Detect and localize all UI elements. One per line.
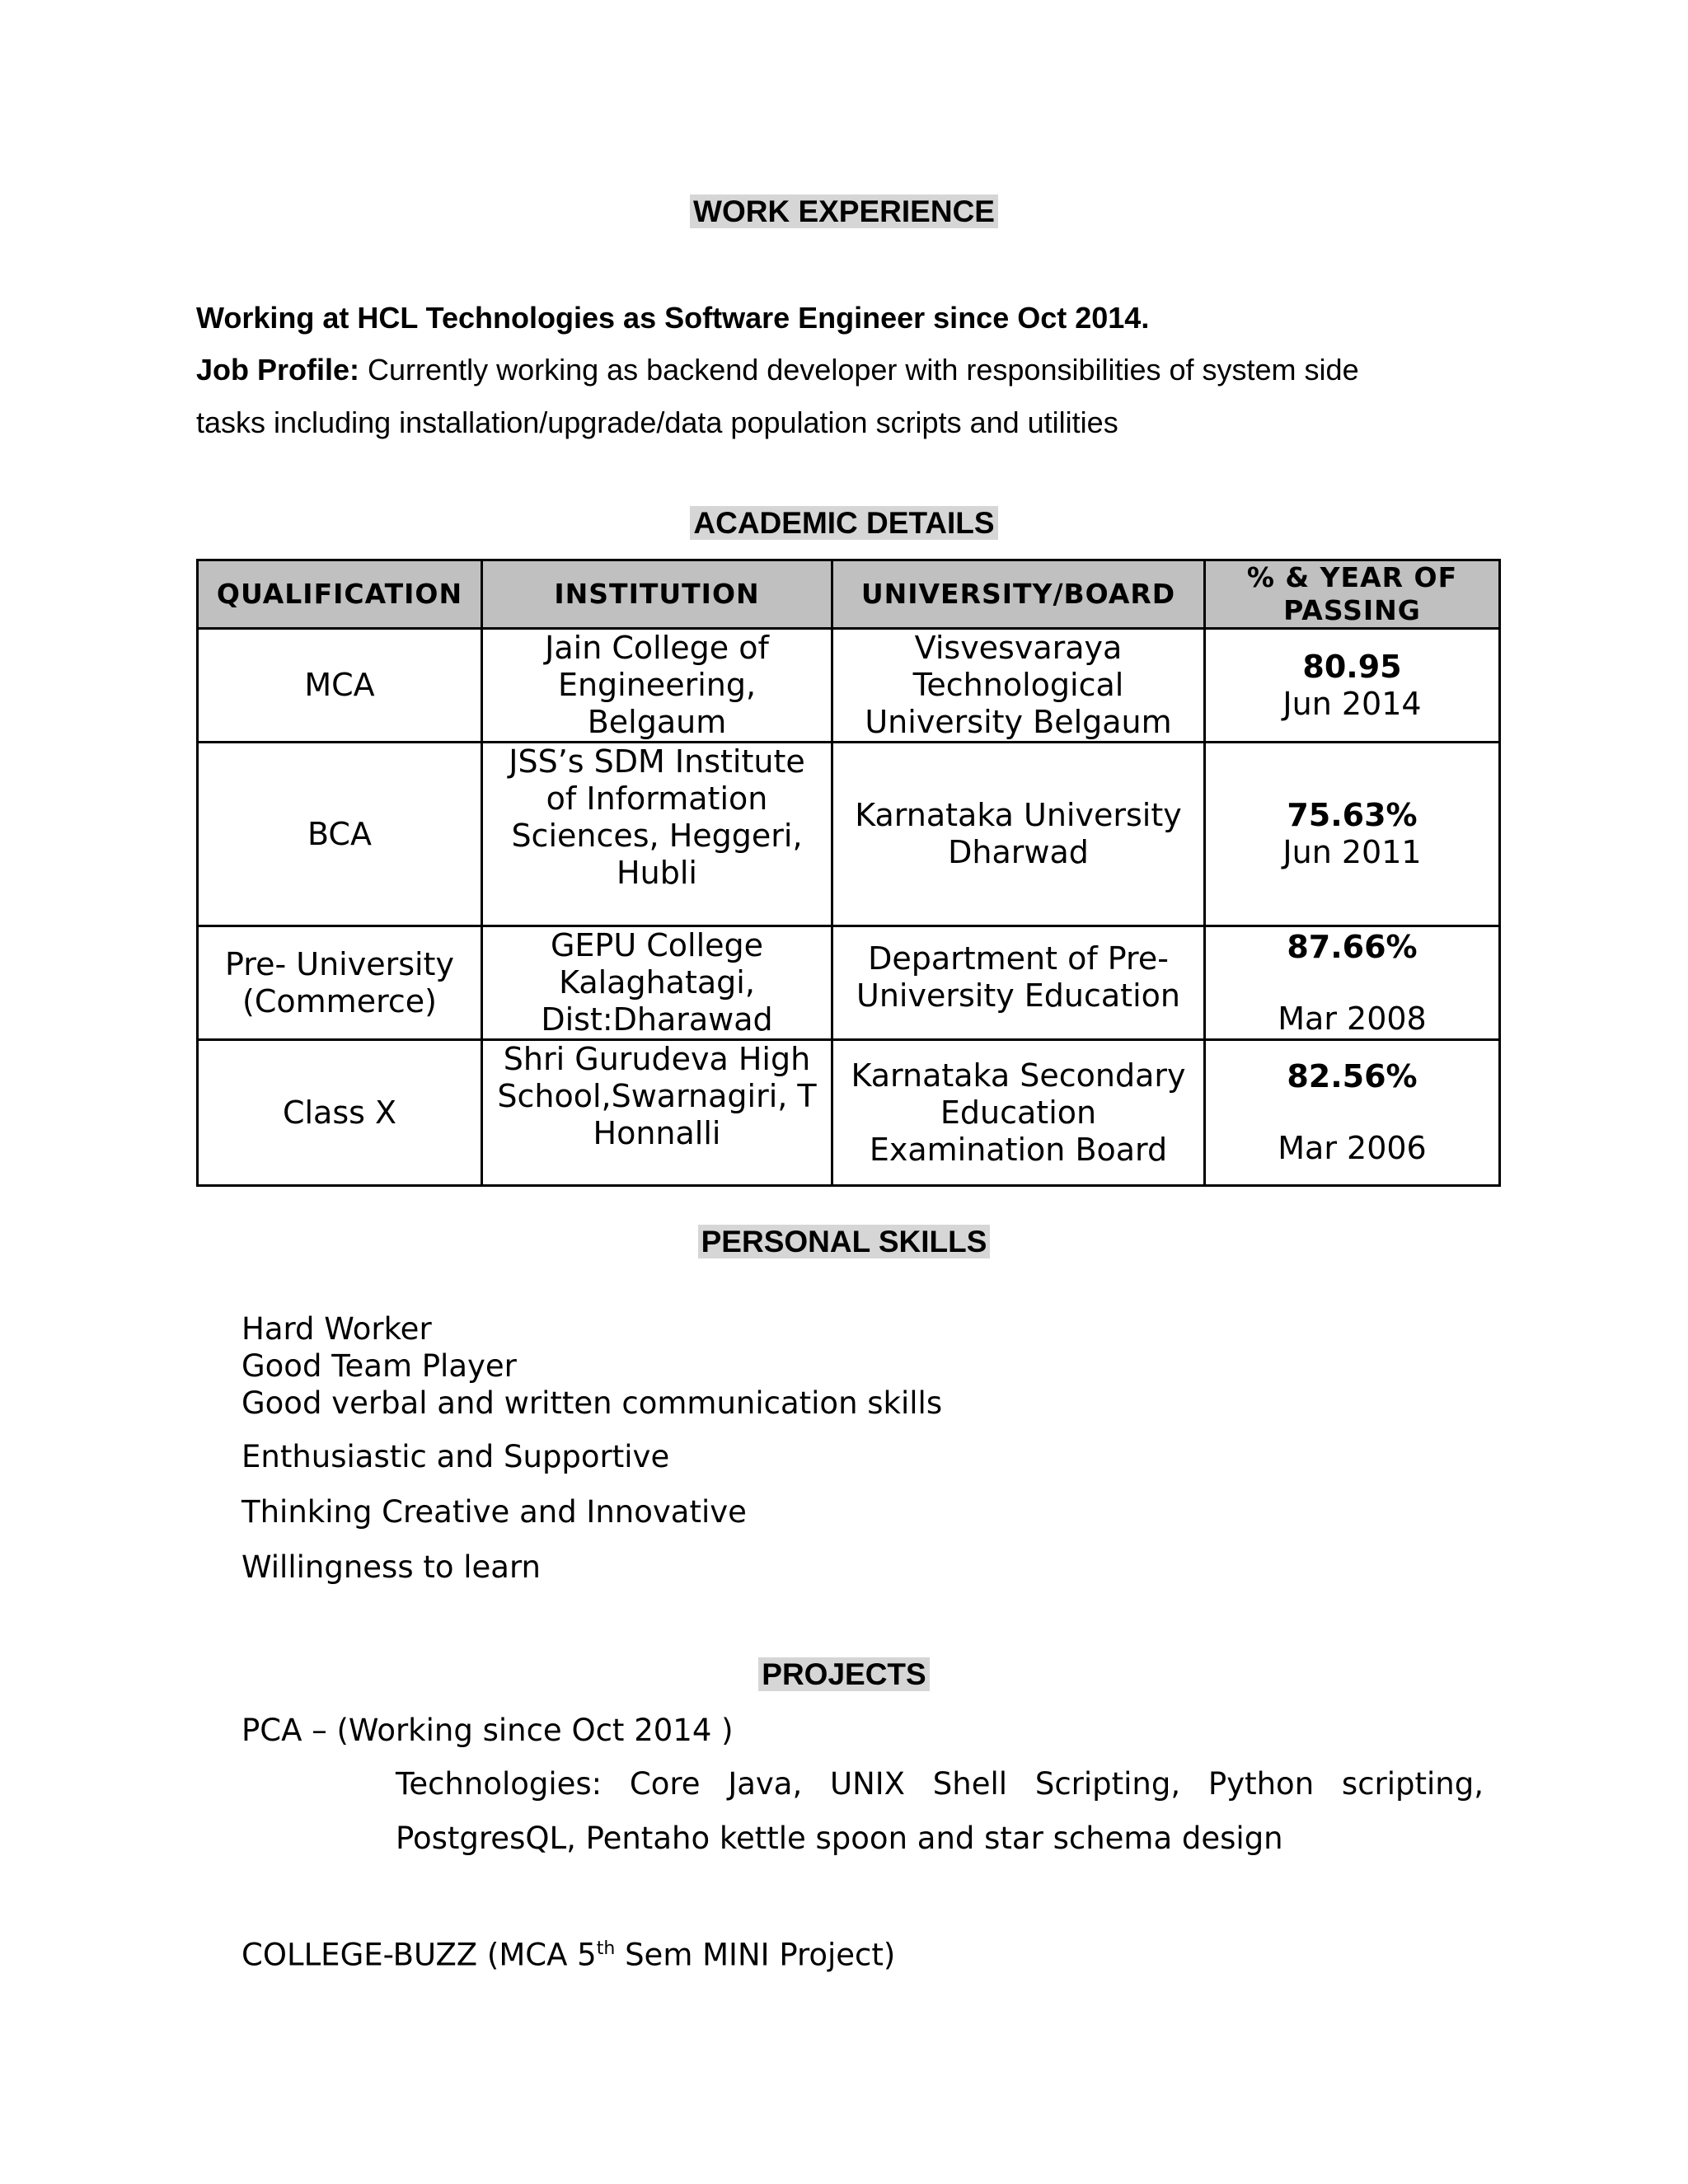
percent-year-cell xyxy=(1205,926,1500,1040)
project-college-buzz-name: COLLEGE-BUZZ (MCA 5th Sem MINI Project) xyxy=(241,1937,896,1973)
skill-item: Thinking Creative and Innovative xyxy=(241,1494,747,1530)
institution-cell: Jain College of Engineering, Belgaum xyxy=(482,629,832,743)
institution-cell: GEPU College Kalaghatagi, Dist:Dharawad xyxy=(482,926,832,1040)
year-value: Jun 2011 xyxy=(1282,834,1422,870)
skill-item: Hard Worker xyxy=(241,1311,432,1347)
header-board: UNIVERSITY/BOARD xyxy=(832,560,1205,629)
header-institution: INSTITUTION xyxy=(482,560,832,629)
academic-details-heading: ACADEMIC DETAILS xyxy=(0,504,1688,542)
qualification-cell: MCA xyxy=(198,629,482,743)
skill-item: Good verbal and written communication skills xyxy=(241,1385,943,1421)
percent-value: 80.95 xyxy=(1302,648,1402,685)
table-row xyxy=(198,1040,1500,1186)
skill-item: Willingness to learn xyxy=(241,1549,541,1585)
table-header-row xyxy=(198,560,1500,629)
skill-item: Enthusiastic and Supportive xyxy=(241,1439,670,1474)
header-qualification: QUALIFICATION xyxy=(198,560,482,629)
project-pca-name: PCA – (Working since Oct 2014 ) xyxy=(241,1713,734,1748)
personal-skills-heading: PERSONAL SKILLS xyxy=(0,1223,1688,1261)
percent-year-cell xyxy=(1205,743,1500,926)
work-experience-heading: WORK EXPERIENCE xyxy=(0,193,1688,231)
skill-item: Good Team Player xyxy=(241,1348,517,1384)
academic-table xyxy=(196,559,1501,1187)
job-profile-label: Job Profile: xyxy=(196,353,360,387)
percent-value: 75.63% xyxy=(1287,797,1418,833)
job-profile-line-1 xyxy=(196,351,1359,389)
qualification-cell: BCA xyxy=(198,743,482,926)
board-cell: Karnataka University Dharwad xyxy=(832,743,1205,926)
project-pca-technologies: Technologies: Core Java, UNIX Shell Scripting, Python scripting, PostgresQL, Pentaho kettle spoon and star schema design xyxy=(396,1766,1484,1856)
table-row xyxy=(198,926,1500,1040)
institution-cell: JSS’s SDM Institute of Information Sciences, Heggeri, Hubli xyxy=(482,743,832,926)
board-cell: Karnataka Secondary Education Examination Board xyxy=(832,1040,1205,1186)
board-cell: Visvesvaraya Technological University Belgaum xyxy=(832,629,1205,743)
year-value: Mar 2008 xyxy=(1278,1000,1427,1037)
percent-year-cell xyxy=(1205,629,1500,743)
table-row xyxy=(198,743,1500,926)
institution-cell: Shri Gurudeva High School,Swarnagiri, T Honnalli xyxy=(482,1040,832,1186)
work-headline: Working at HCL Technologies as Software Engineer since Oct 2014. xyxy=(196,301,1150,335)
table-row xyxy=(198,629,1500,743)
percent-value: 82.56% xyxy=(1287,1058,1418,1094)
qualification-cell: Pre- University (Commerce) xyxy=(198,926,482,1040)
qualification-cell: Class X xyxy=(198,1040,482,1186)
year-value: Jun 2014 xyxy=(1282,685,1422,722)
year-value: Mar 2006 xyxy=(1278,1130,1427,1166)
percent-value: 87.66% xyxy=(1287,928,1418,965)
board-cell: Department of Pre-University Education xyxy=(832,926,1205,1040)
job-profile-text: Currently working as backend developer with responsibilities of system side xyxy=(359,353,1359,387)
header-percent-year: % & YEAR OF PASSING xyxy=(1205,560,1500,629)
projects-heading: PROJECTS xyxy=(0,1656,1688,1694)
job-profile-line-2: tasks including installation/upgrade/data population scripts and utilities xyxy=(196,405,1118,439)
percent-year-cell xyxy=(1205,1040,1500,1186)
